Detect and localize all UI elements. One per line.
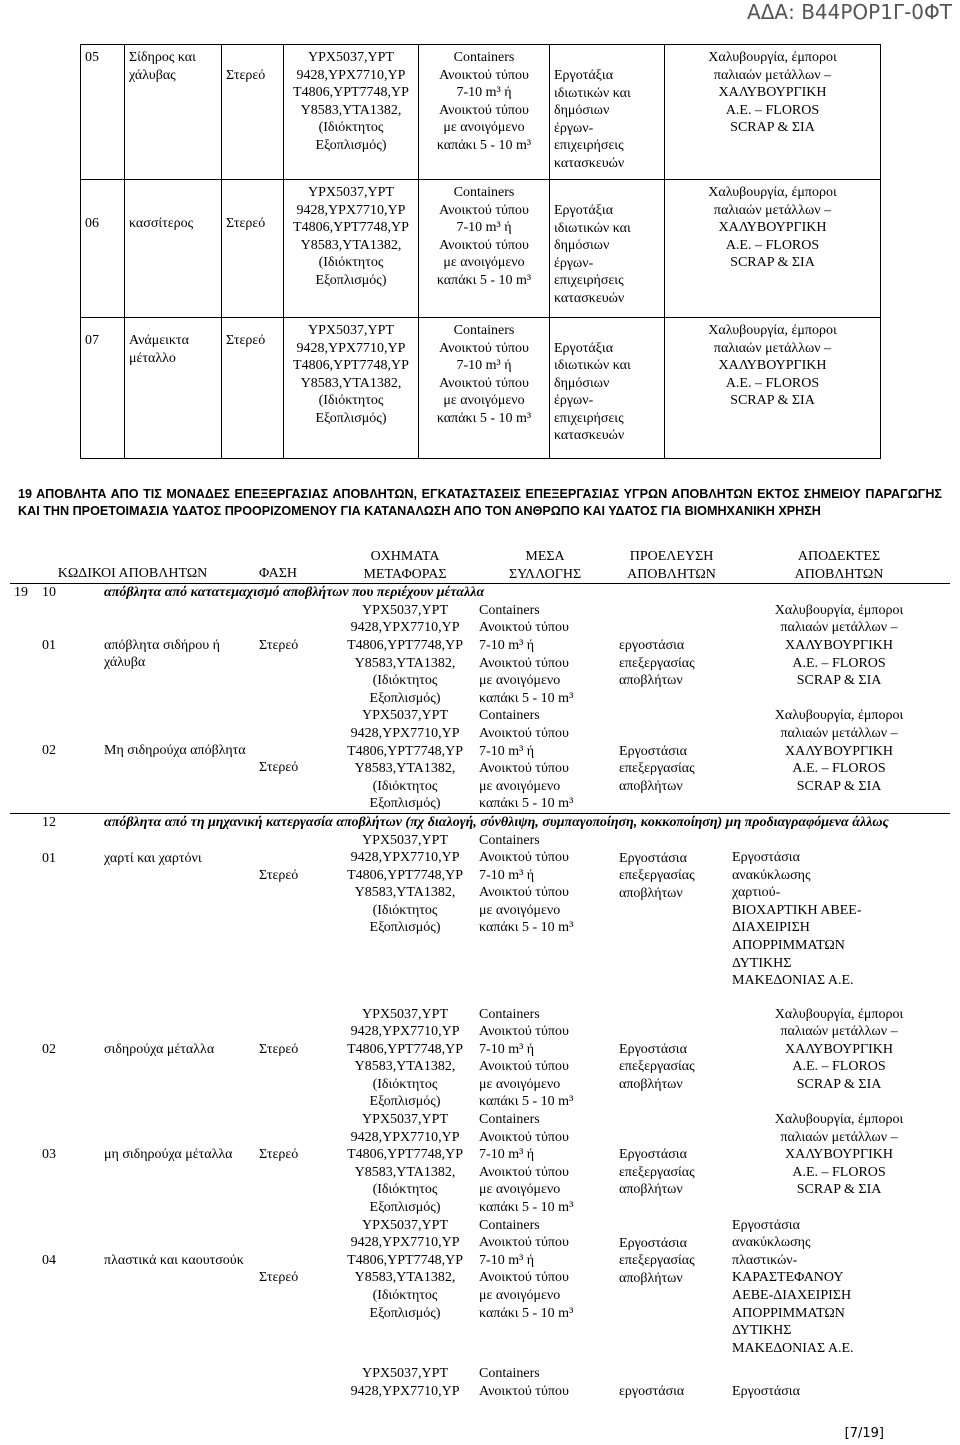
waste-name: απόβλητα σιδήρου ή χάλυβα [104, 637, 220, 671]
collection-means: Containers Ανοικτού τύπου 7-10 m³ ή Ανοικτού τύπου με ανοιγόμενο καπάκι 5 - 10 m³ [479, 602, 574, 706]
waste-receiver: Εργοστάσια [732, 1383, 800, 1399]
waste-receiver: Χαλυβουργία, έμποροι παλιαών μετάλλων – ΧΑΛΥΒΟΥΡΓΙΚΗ Α.Ε. – FLOROS SCRAP & ΣΙΑ [774, 602, 904, 689]
group-code-12: 12 [38, 813, 100, 831]
waste-phase: Στερεό [259, 1147, 299, 1163]
table-row [10, 707, 950, 813]
waste-origin: Εργοτάξια ιδιωτικών και δημόσιων έργων- επιχειρήσεις κατασκευών [550, 318, 665, 459]
header-vehicles: ΟΧΗΜΑΤΑ ΜΕΤΑΦΟΡΑΣ [363, 549, 447, 582]
table-row [10, 1217, 950, 1358]
waste-receiver: Χαλυβουργία, έμποροι παλιαών μετάλλων – ΧΑΛΥΒΟΥΡΓΙΚΗ Α.Ε. – FLOROS SCRAP & ΣΙΑ [665, 180, 881, 318]
waste-name: χαρτί και χαρτόνι [104, 850, 202, 866]
collection-means: Containers Ανοικτού τύπου 7-10 m³ ή Ανοικτού τύπου με ανοιγόμενο καπάκι 5 - 10 m³ [479, 708, 574, 812]
waste-code: 01 [42, 850, 56, 866]
waste-origin: εργοστάσια [619, 1383, 685, 1399]
waste-code: 03 [42, 1147, 56, 1163]
waste-phase: Στερεό [259, 1041, 299, 1057]
waste-origin: Εργοτάξια ιδιωτικών και δημόσιων έργων- επιχειρήσεις κατασκευών [550, 180, 665, 318]
document-id-header: ΑΔΑ: Β44ΡΟΡ1Γ-0ΦΤ [747, 0, 952, 24]
waste-origin: Εργοτάξια ιδιωτικών και δημόσιων έργων- επιχειρήσεις κατασκευών [550, 45, 665, 180]
transport-vehicles: ΥΡΧ5037,ΥΡΤ 9428,ΥΡΧ7710,ΥΡ [350, 1366, 460, 1399]
waste-phase: Στερεό [259, 1269, 299, 1285]
collection-means: Containers Ανοικτού τύπου 7-10 m³ ή Ανοικτού τύπου με ανοιγόμενο καπάκι 5 - 10 m³ [479, 1006, 574, 1110]
waste-origin: Εργοστάσια επεξεργασίας αποβλήτων [619, 743, 695, 794]
waste-table-19 [10, 548, 950, 1401]
collection-means: Containers Ανοικτού τύπου [479, 1366, 569, 1399]
collection-means: Containers Ανοικτού τύπου 7-10 m³ ή Ανοικτού τύπου με ανοιγόμενο καπάκι 5 - 10 m³ [479, 832, 574, 936]
waste-origin: Εργοστάσια επεξεργασίας αποβλήτων [619, 1235, 695, 1286]
waste-table-continued [80, 44, 881, 459]
waste-code: 06 [81, 180, 125, 318]
transport-vehicles: ΥΡΧ5037,ΥΡΤ 9428,ΥΡΧ7710,ΥΡ Τ4806,ΥΡΤ7748,ΥΡ Υ8583,ΥΤΑ1382, (Ιδιόκτητος Εξοπλισμός) [347, 1006, 463, 1110]
waste-name: μη σιδηρούχα μέταλλα [104, 1147, 233, 1163]
waste-origin: εργοστάσια επεξεργασίας αποβλήτων [619, 637, 695, 689]
waste-phase: Στερεό [222, 180, 284, 318]
waste-phase: Στερεό [222, 45, 284, 180]
collection-means: Containers Ανοικτού τύπου 7-10 m³ ή Ανοικτού τύπου με ανοιγόμενο καπάκι 5 - 10 m³ [419, 180, 550, 318]
transport-vehicles: ΥΡΧ5037,ΥΡΤ 9428,ΥΡΧ7710,ΥΡ Τ4806,ΥΡΤ7748,ΥΡ Υ8583,ΥΤΑ1382, (Ιδιόκτητος Εξοπλισμός) [347, 1112, 463, 1216]
group-code-19: 19 [10, 584, 38, 602]
transport-vehicles: ΥΡΧ5037,ΥΡΤ 9428,ΥΡΧ7710,ΥΡ Τ4806,ΥΡΤ7748,ΥΡ Υ8583,ΥΤΑ1382, (Ιδιόκτητος Εξοπλισμός) [284, 45, 419, 180]
waste-receiver: Χαλυβουργία, έμποροι παλιαών μετάλλων – ΧΑΛΥΒΟΥΡΓΙΚΗ Α.Ε. – FLOROS SCRAP & ΣΙΑ [774, 708, 904, 794]
waste-name: Σίδηρος και χάλυβας [125, 45, 222, 180]
group-row [10, 584, 950, 602]
waste-receiver: Χαλυβουργία, έμποροι παλιαών μετάλλων – ΧΑΛΥΒΟΥΡΓΙΚΗ Α.Ε. – FLOROS SCRAP & ΣΙΑ [665, 318, 881, 459]
page-number: [7/19] [844, 1426, 884, 1441]
waste-receiver: Χαλυβουργία, έμποροι παλιαών μετάλλων – ΧΑΛΥΒΟΥΡΓΙΚΗ Α.Ε. – FLOROS SCRAP & ΣΙΑ [774, 1006, 904, 1092]
header-phase: ΦΑΣΗ [259, 566, 297, 581]
waste-phase: Στερεό [259, 637, 299, 653]
group-code-10: 10 [38, 584, 100, 602]
group-row [10, 813, 950, 831]
table-row [81, 45, 881, 180]
waste-origin: Εργοστάσια επεξεργασίας αποβλήτων [619, 850, 695, 901]
collection-means: Containers Ανοικτού τύπου 7-10 m³ ή Ανοικτού τύπου με ανοιγόμενο καπάκι 5 - 10 m³ [479, 1217, 574, 1321]
transport-vehicles: ΥΡΧ5037,ΥΡΤ 9428,ΥΡΧ7710,ΥΡ Τ4806,ΥΡΤ7748,ΥΡ Υ8583,ΥΤΑ1382, (Ιδιόκτητος Εξοπλισμός) [347, 602, 463, 706]
collection-means: Containers Ανοικτού τύπου 7-10 m³ ή Ανοικτού τύπου με ανοιγόμενο καπάκι 5 - 10 m³ [419, 45, 550, 180]
waste-code: 05 [81, 45, 125, 180]
waste-name: κασσίτερος [125, 180, 222, 318]
waste-code: 02 [42, 1041, 56, 1057]
header-means: ΜΕΣΑ ΣΥΛΛΟΓΗΣ [508, 549, 582, 582]
table-row [10, 1357, 950, 1400]
transport-vehicles: ΥΡΧ5037,ΥΡΤ 9428,ΥΡΧ7710,ΥΡ Τ4806,ΥΡΤ7748,ΥΡ Υ8583,ΥΤΑ1382, (Ιδιόκτητος Εξοπλισμός) [284, 180, 419, 318]
waste-name: πλαστικά και καουτσούκ [104, 1252, 244, 1268]
waste-phase: Στερεό [259, 760, 299, 776]
waste-origin: Εργοστάσια επεξεργασίας αποβλήτων [619, 1147, 695, 1198]
table-row [10, 832, 950, 1006]
section-heading: 19 ΑΠΟΒΛΗΤΑ ΑΠΟ ΤΙΣ ΜΟΝΑΔΕΣ ΕΠΕΞΕΡΓΑΣΙΑΣ ΑΠΟΒΛΗΤΩΝ, ΕΓΚΑΤΑΣΤΑΣΕΙΣ ΕΠΕΞΕΡΓΑΣΙΑΣ ΥΓΡΩΝ ΑΠΟΒΛΗΤΩΝ ΕΚΤΟΣ ΣΗΜΕΙΟΥ ΠΑΡΑΓΩΓΗΣ ΚΑΙ ΤΗΝ ΠΡΟΕΤΟΙΜΑΣΙΑ ΥΔΑΤΟΣ ΠΡΟΟΡΙΖΟΜΕΝΟΥ ΓΙΑ ΚΑΤΑΝΑΛΩΣΗ ΑΠΟ ΤΟΝ ΑΝΘΡΩΠΟ ΚΑΙ ΥΔΑΤΟΣ ΓΙΑ ΒΙΟΜΗΧΑΝΙΚΗ ΧΡΗΣΗ [18, 487, 942, 518]
waste-code: 02 [42, 743, 56, 759]
table-row [10, 1111, 950, 1217]
waste-phase: Στερεό [222, 318, 284, 459]
waste-receiver: Εργοστάσια ανακύκλωσης χαρτιού- ΒΙΟΧΑΡΤΙΚΗ ΑΒΕΕ- ΔΙΑΧΕΙΡΙΣΗ ΑΠΟΡΡΙΜΜΑΤΩΝ ΔΥΤΙΚΗΣ ΜΑΚΕΔΟΝΙΑΣ Α.Ε. [732, 850, 862, 989]
transport-vehicles: ΥΡΧ5037,ΥΡΤ 9428,ΥΡΧ7710,ΥΡ Τ4806,ΥΡΤ7748,ΥΡ Υ8583,ΥΤΑ1382, (Ιδιόκτητος Εξοπλισμός) [284, 318, 419, 459]
table-row [81, 180, 881, 318]
header-receivers: ΑΠΟΔΕΚΤΕΣ ΑΠΟΒΛΗΤΩΝ [794, 549, 884, 582]
group-title: απόβλητα από κατατεμαχισμό αποβλήτων που περιέχουν μέταλλα [100, 584, 950, 602]
waste-receiver: Εργοστάσια ανακύκλωσης πλαστικών- ΚΑΡΑΣΤΕΦΑΝΟΥ ΑΕΒΕ-ΔΙΑΧΕΙΡΙΣΗ ΑΠΟΡΡΙΜΜΑΤΩΝ ΔΥΤΙΚΗΣ ΜΑΚΕΔΟΝΙΑΣ Α.Ε. [732, 1217, 854, 1356]
waste-code: 01 [42, 637, 56, 653]
waste-phase: Στερεό [259, 867, 299, 883]
waste-receiver: Χαλυβουργία, έμποροι παλιαών μετάλλων – ΧΑΛΥΒΟΥΡΓΙΚΗ Α.Ε. – FLOROS SCRAP & ΣΙΑ [665, 45, 881, 180]
waste-name: σιδηρούχα μέταλλα [104, 1041, 215, 1057]
header-codes: ΚΩΔΙΚΟΙ ΑΠΟΒΛΗΤΩΝ [57, 566, 208, 581]
table-row [81, 318, 881, 459]
transport-vehicles: ΥΡΧ5037,ΥΡΤ 9428,ΥΡΧ7710,ΥΡ Τ4806,ΥΡΤ7748,ΥΡ Υ8583,ΥΤΑ1382, (Ιδιόκτητος Εξοπλισμός) [347, 1217, 463, 1321]
waste-code: 07 [81, 318, 125, 459]
collection-means: Containers Ανοικτού τύπου 7-10 m³ ή Ανοικτού τύπου με ανοιγόμενο καπάκι 5 - 10 m³ [419, 318, 550, 459]
waste-name: Μη σιδηρούχα απόβλητα [104, 743, 246, 759]
waste-name: Ανάμεικτα μέταλλο [125, 318, 222, 459]
group-title: απόβλητα από τη μηχανική κατεργασία αποβλήτων (πχ διαλογή, σύνθλιψη, συμπαγοποίηση, κοκκοποίηση) μη προδιαγραφόμενα άλλως [100, 813, 950, 831]
table-header [10, 548, 950, 584]
transport-vehicles: ΥΡΧ5037,ΥΡΤ 9428,ΥΡΧ7710,ΥΡ Τ4806,ΥΡΤ7748,ΥΡ Υ8583,ΥΤΑ1382, (Ιδιόκτητος Εξοπλισμός) [347, 832, 463, 936]
collection-means: Containers Ανοικτού τύπου 7-10 m³ ή Ανοικτού τύπου με ανοιγόμενο καπάκι 5 - 10 m³ [479, 1112, 574, 1216]
transport-vehicles: ΥΡΧ5037,ΥΡΤ 9428,ΥΡΧ7710,ΥΡ Τ4806,ΥΡΤ7748,ΥΡ Υ8583,ΥΤΑ1382, (Ιδιόκτητος Εξοπλισμός) [347, 708, 463, 812]
table-row [10, 602, 950, 708]
table-row [10, 1006, 950, 1112]
waste-origin: Εργοστάσια επεξεργασίας αποβλήτων [619, 1041, 695, 1092]
waste-code: 04 [42, 1252, 56, 1268]
waste-receiver: Χαλυβουργία, έμποροι παλιαών μετάλλων – ΧΑΛΥΒΟΥΡΓΙΚΗ Α.Ε. – FLOROS SCRAP & ΣΙΑ [774, 1112, 904, 1198]
header-origin: ΠΡΟΕΛΕΥΣΗ ΑΠΟΒΛΗΤΩΝ [627, 549, 716, 582]
